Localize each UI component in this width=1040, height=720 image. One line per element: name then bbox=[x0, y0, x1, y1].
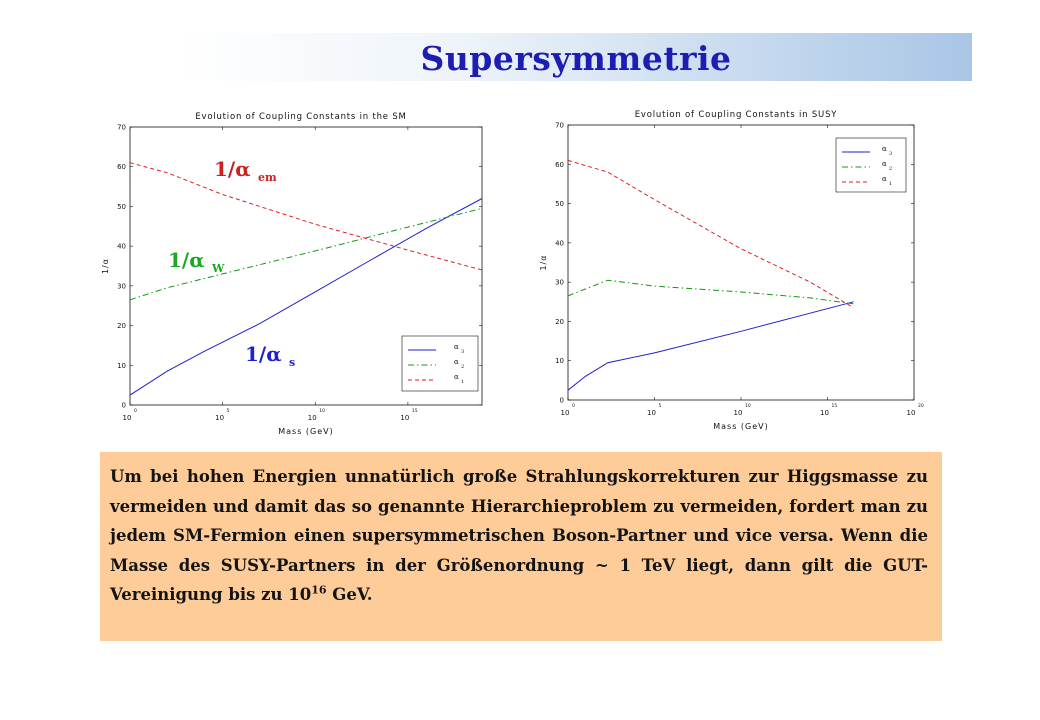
x-axis-label: Mass (GeV) bbox=[713, 422, 769, 431]
body-paragraph bbox=[110, 462, 928, 610]
y-tick-label: 10 bbox=[555, 357, 564, 366]
y-axis-label: 1/α bbox=[101, 257, 110, 275]
chart-title: Evolution of Coupling Constants in the SM bbox=[195, 112, 407, 122]
series-line-α1 bbox=[568, 160, 854, 307]
x-tick-exponent: 5 bbox=[658, 404, 662, 409]
legend-label: α bbox=[454, 343, 459, 351]
legend-label: α bbox=[454, 373, 459, 381]
y-tick-label: 20 bbox=[555, 317, 564, 326]
legend-label-sub: 1 bbox=[461, 379, 465, 385]
x-tick-label: 10 bbox=[647, 409, 656, 417]
x-tick-label: 10 bbox=[560, 409, 570, 417]
x-tick-label: 10 bbox=[307, 414, 317, 422]
x-tick-label: 10 bbox=[122, 414, 132, 422]
legend-label: α bbox=[454, 358, 459, 366]
x-tick-label: 10 bbox=[733, 409, 743, 417]
series-line-α2 bbox=[568, 280, 854, 304]
x-tick-exponent: 5 bbox=[226, 409, 230, 414]
annotation-sub-s: s bbox=[289, 356, 296, 369]
y-tick-label: 50 bbox=[117, 202, 126, 211]
series-line-α3 bbox=[568, 302, 854, 390]
y-tick-label: 20 bbox=[117, 322, 126, 331]
y-tick-label: 50 bbox=[555, 200, 564, 209]
body-text-end: GeV. bbox=[326, 585, 373, 604]
exponent-16: 16 bbox=[311, 583, 327, 597]
x-tick-exponent: 15 bbox=[411, 409, 418, 414]
legend-box bbox=[402, 336, 478, 391]
legend-label-sub: 2 bbox=[889, 166, 893, 172]
x-tick-label: 10 bbox=[906, 409, 916, 417]
legend-label-sub: 3 bbox=[461, 349, 465, 355]
x-tick-exponent: 20 bbox=[918, 404, 924, 409]
y-tick-label: 70 bbox=[117, 123, 126, 132]
legend-label-sub: 3 bbox=[889, 151, 893, 157]
text-box bbox=[100, 452, 942, 641]
annotation-s: 1/α bbox=[245, 342, 282, 366]
y-tick-label: 10 bbox=[117, 361, 126, 370]
x-tick-exponent: 0 bbox=[572, 404, 575, 409]
annotation-sub-W: W bbox=[212, 262, 225, 275]
y-tick-label: 30 bbox=[555, 278, 564, 287]
y-tick-label: 70 bbox=[555, 121, 564, 130]
slide-title: Supersymmetrie bbox=[420, 39, 732, 78]
y-tick-label: 30 bbox=[117, 282, 126, 291]
legend-label-sub: 1 bbox=[889, 181, 893, 187]
annotation-W: 1/α bbox=[168, 248, 205, 272]
legend-label: α bbox=[882, 145, 887, 153]
y-axis-label: 1/α bbox=[539, 254, 548, 271]
y-tick-label: 0 bbox=[121, 401, 126, 410]
x-tick-exponent: 15 bbox=[831, 404, 838, 409]
legend bbox=[836, 138, 906, 192]
legend bbox=[402, 336, 478, 391]
chart-2 bbox=[539, 110, 924, 431]
legend-label-sub: 2 bbox=[461, 364, 465, 370]
y-tick-label: 60 bbox=[117, 163, 126, 172]
chart-title: Evolution of Coupling Constants in SUSY bbox=[634, 110, 838, 120]
y-tick-label: 40 bbox=[555, 239, 564, 248]
x-tick-exponent: 10 bbox=[319, 409, 325, 414]
y-tick-label: 0 bbox=[559, 396, 564, 405]
x-tick-exponent: 0 bbox=[134, 409, 137, 414]
x-tick-label: 10 bbox=[400, 414, 410, 422]
y-tick-label: 40 bbox=[117, 242, 126, 251]
x-tick-label: 10 bbox=[820, 409, 829, 417]
chart-1 bbox=[101, 112, 482, 436]
y-tick-label: 60 bbox=[555, 160, 564, 169]
legend-label: α bbox=[882, 175, 887, 183]
x-tick-exponent: 10 bbox=[745, 404, 751, 409]
annotation-sub-em: em bbox=[258, 171, 277, 184]
legend-label: α bbox=[882, 160, 887, 168]
x-tick-label: 10 bbox=[215, 414, 225, 422]
body-text: Um bei hohen Energien unnatürlich große Strahlungskorrekturen zur Higgsmasse zu vermeiden und damit das so genannte Hierarchieproblem zu vermeiden, fordert man zu jedem SM-Fermion einen supersymmetrischen Boson-Partner und vice versa. Wenn die Masse des SUSY-Partners in der Größenordnung ~ 1 TeV liegt, dann gilt die GUT-Vereinigung bis zu 10 bbox=[110, 467, 928, 604]
legend-box bbox=[836, 138, 906, 192]
annotation-em: 1/α bbox=[214, 157, 251, 181]
x-axis-label: Mass (GeV) bbox=[278, 427, 334, 436]
